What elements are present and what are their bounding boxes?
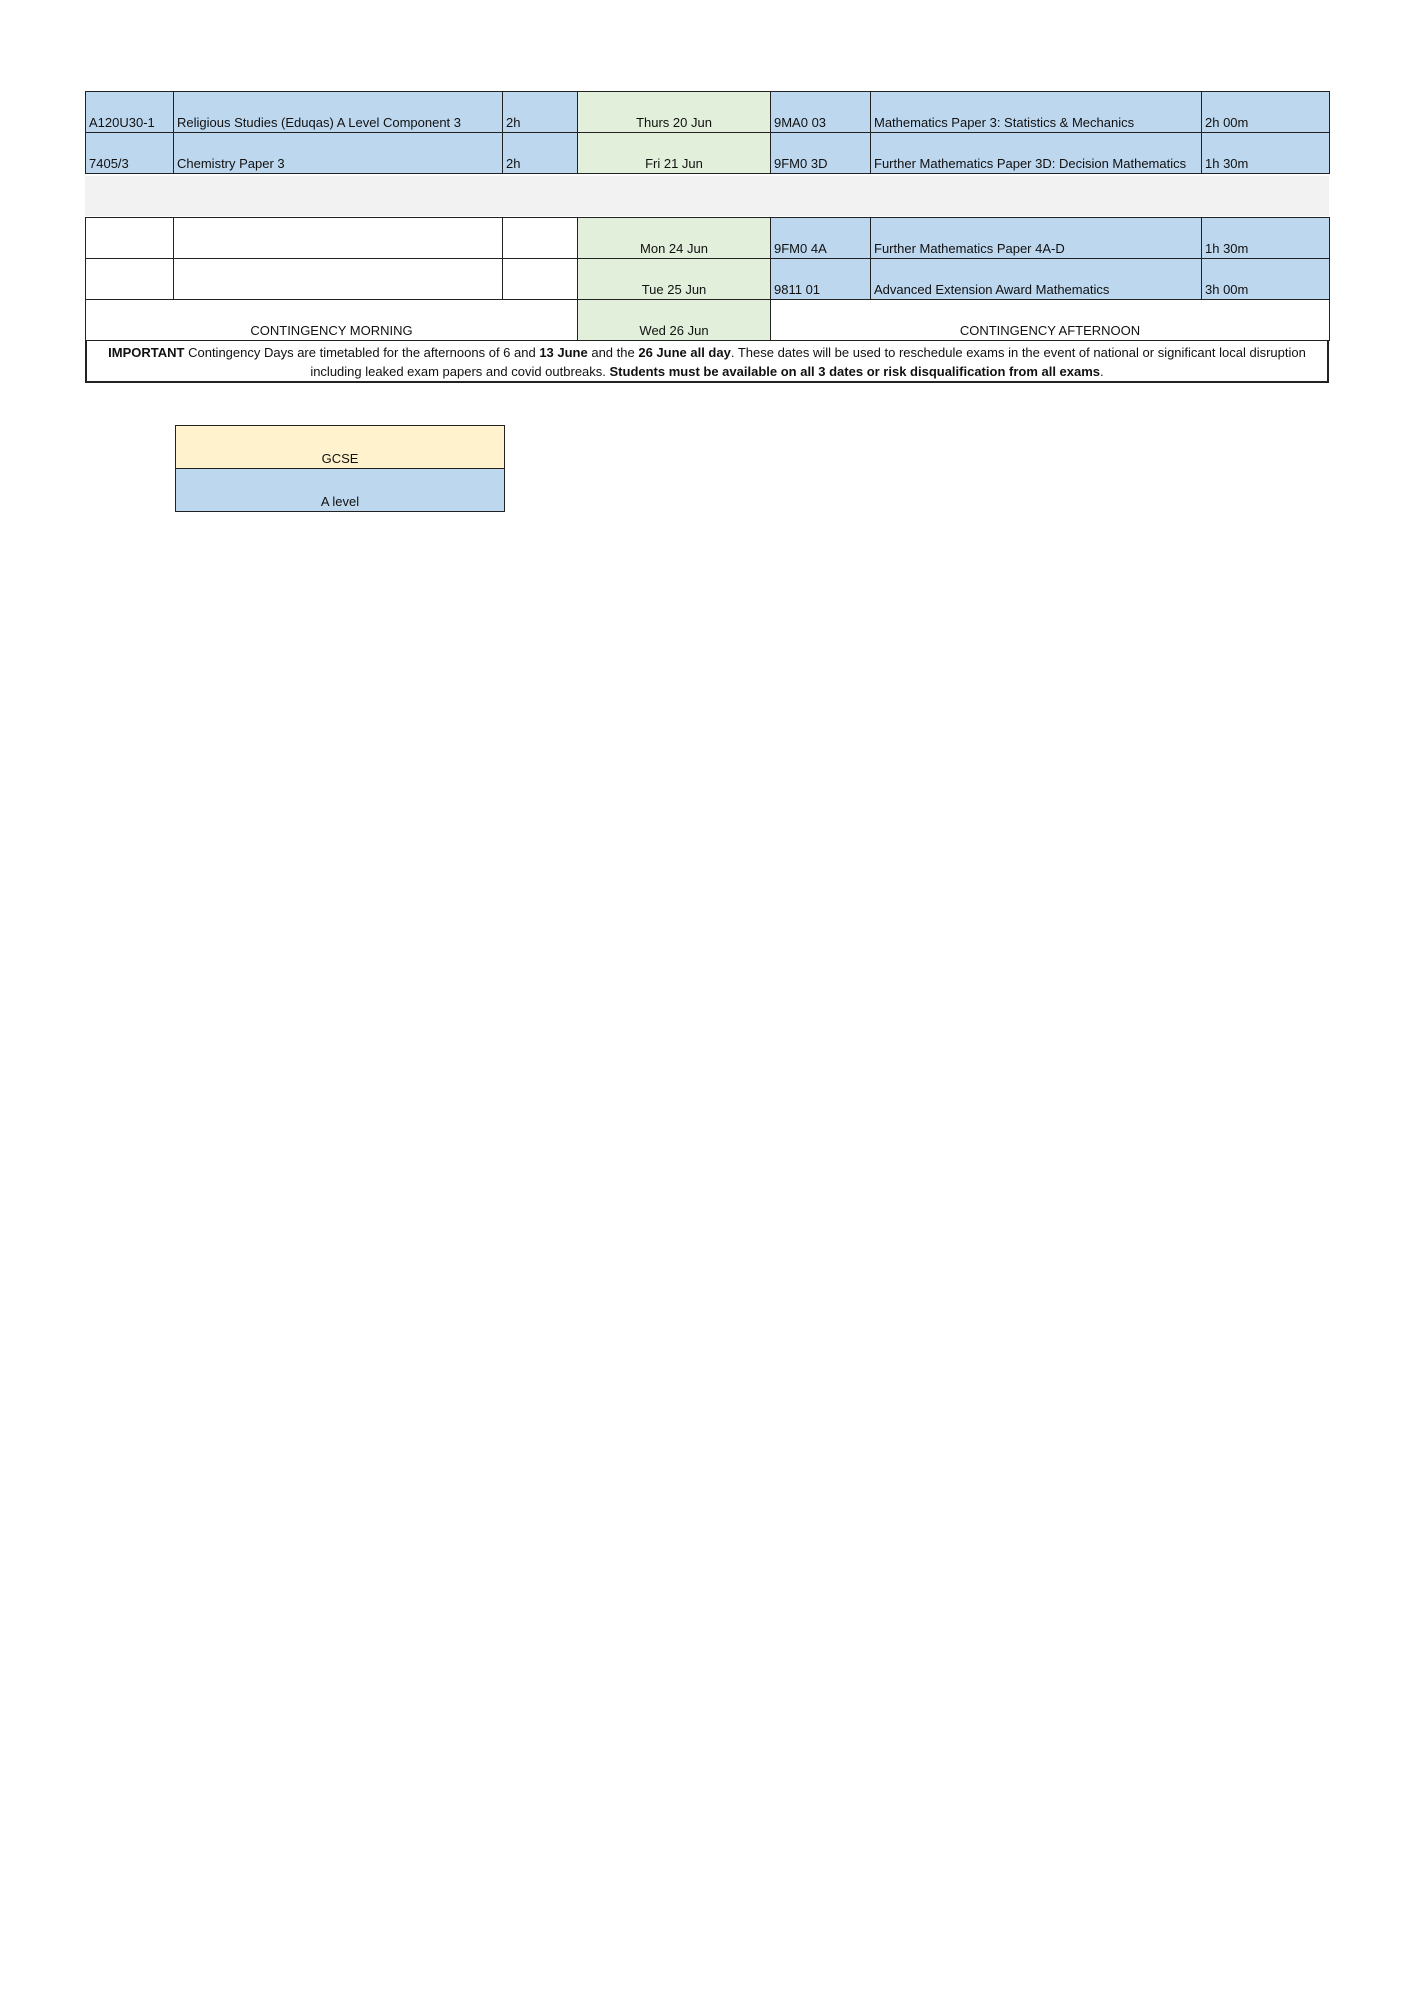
afternoon-duration: 1h 30m [1202,133,1330,174]
contingency-notice [85,341,1329,383]
weekend-gap-band [85,176,1329,216]
morning-duration [503,259,578,300]
afternoon-duration: 3h 00m [1202,259,1330,300]
contingency-row [86,300,1330,341]
exam-date: Mon 24 Jun [578,218,771,259]
morning-paper: Religious Studies (Eduqas) A Level Component 3 [174,92,503,133]
afternoon-paper: Further Mathematics Paper 4A-D [871,218,1202,259]
morning-paper [174,218,503,259]
morning-code: A120U30-1 [86,92,174,133]
exam-date: Tue 25 Jun [578,259,771,300]
afternoon-paper: Mathematics Paper 3: Statistics & Mechanics [871,92,1202,133]
afternoon-duration: 1h 30m [1202,218,1330,259]
exam-date: Fri 21 Jun [578,133,771,174]
notice-text: Contingency Days are timetabled for the afternoons of 6 and [184,345,540,360]
morning-duration [503,218,578,259]
afternoon-code: 9FM0 4A [771,218,871,259]
colour-key [175,425,505,512]
morning-duration: 2h [503,133,578,174]
morning-code [86,259,174,300]
timetable-row [86,92,1330,133]
afternoon-code: 9MA0 03 [771,92,871,133]
notice-date: 13 June [539,345,588,360]
important-label: IMPORTANT [108,345,185,360]
timetable-row [86,133,1330,174]
legend-gcse: GCSE [176,426,505,469]
afternoon-paper: Advanced Extension Award Mathematics [871,259,1202,300]
exam-timetable-lower [85,217,1330,341]
afternoon-code: 9811 01 [771,259,871,300]
exam-date: Thurs 20 Jun [578,92,771,133]
exam-timetable-upper [85,91,1330,174]
notice-text: . These dates will be used to reschedule exams in the event of national or significant local disruption including leaked exam papers and covid outbreaks. [310,345,1306,379]
afternoon-duration: 2h 00m [1202,92,1330,133]
afternoon-paper: Further Mathematics Paper 3D: Decision Mathematics [871,133,1202,174]
morning-code: 7405/3 [86,133,174,174]
contingency-afternoon: CONTINGENCY AFTERNOON [771,300,1330,341]
legend-a-level: A level [176,469,505,512]
timetable-row [86,218,1330,259]
contingency-morning: CONTINGENCY MORNING [86,300,578,341]
notice-text: . [1100,364,1104,379]
notice-text: and the [587,345,639,360]
notice-date: 26 June all day [638,345,731,360]
morning-code [86,218,174,259]
timetable-row [86,259,1330,300]
afternoon-code: 9FM0 3D [771,133,871,174]
contingency-date: Wed 26 Jun [578,300,771,341]
morning-paper [174,259,503,300]
notice-warning: Students must be available on all 3 dates or risk disqualification from all exams [609,364,1101,379]
morning-paper: Chemistry Paper 3 [174,133,503,174]
morning-duration: 2h [503,92,578,133]
